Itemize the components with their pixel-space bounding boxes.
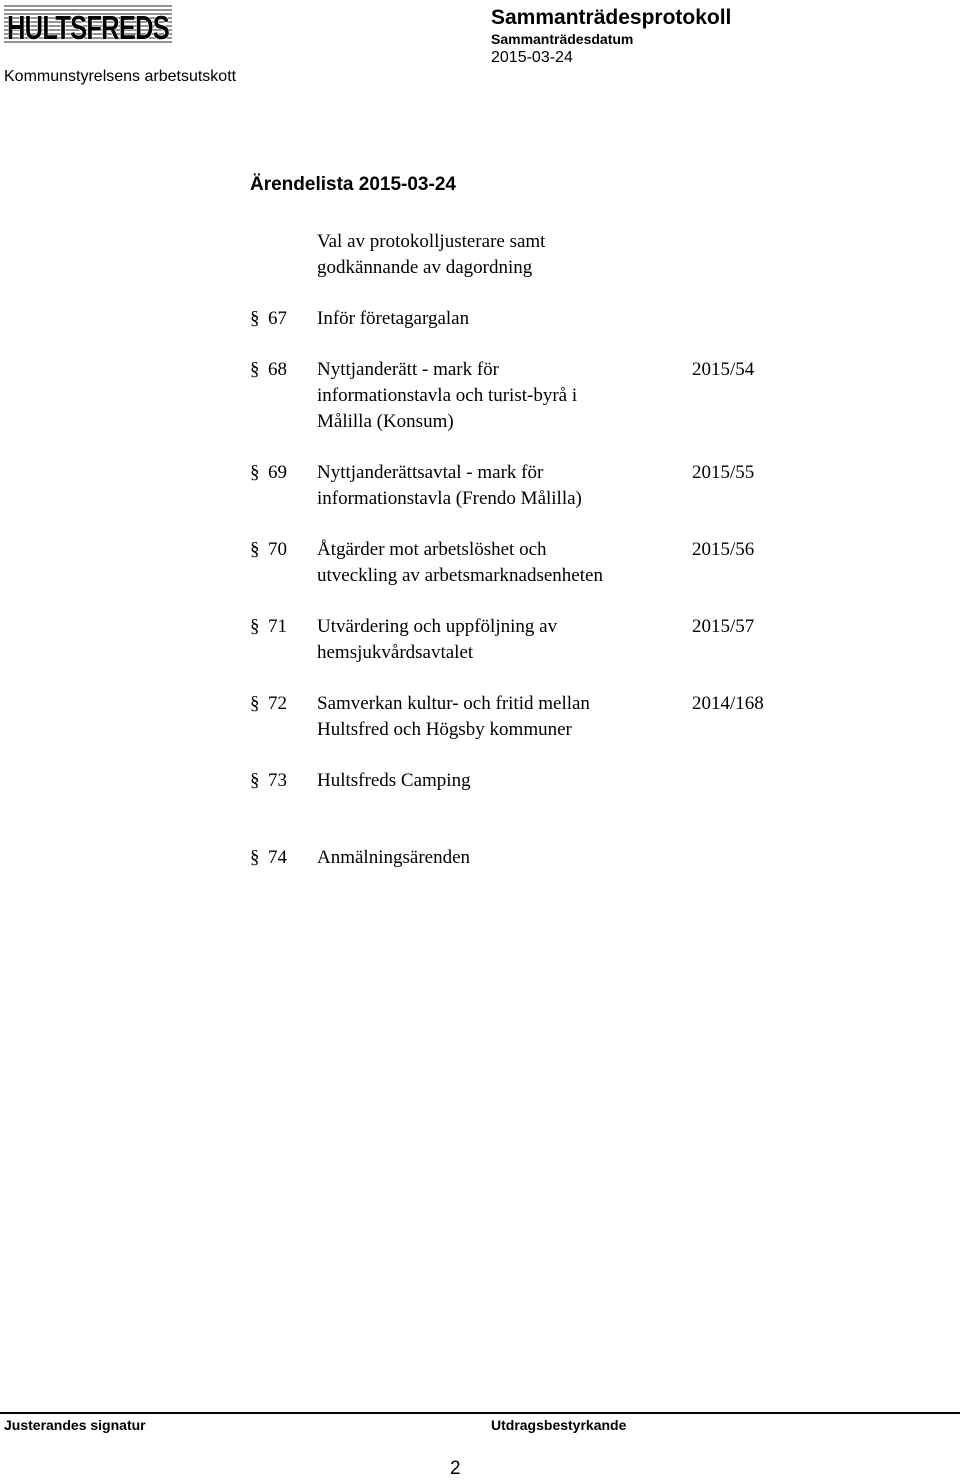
item-number: 74 (268, 847, 287, 868)
item-title: Samverkan kultur- och fritid mellan Hultsfred och Högsby kommuner (317, 693, 590, 740)
meeting-date-value: 2015-03-24 (491, 49, 573, 66)
section-sign: § (250, 770, 260, 791)
section-sign: § (250, 359, 260, 380)
signature-label: Justerandes signatur (4, 1417, 146, 1433)
item-title: Utvärdering och uppföljning av hemsjukvårdsavtalet (317, 616, 558, 663)
item-number: 69 (268, 462, 287, 483)
section-sign: § (250, 847, 260, 868)
item-number: 70 (268, 539, 287, 560)
committee-name: Kommunstyrelsens arbetsutskott (4, 68, 237, 85)
meeting-date-label: Sammanträdesdatum (491, 31, 634, 47)
section-sign: § (250, 308, 260, 329)
section-sign: § (250, 462, 260, 483)
section-sign: § (250, 693, 260, 714)
item-number: 71 (268, 616, 287, 637)
item-number: 73 (268, 770, 287, 791)
item-diary-number: 2014/168 (692, 693, 764, 714)
item-diary-number: 2015/54 (692, 359, 755, 380)
page-number: 2 (450, 1458, 461, 1479)
section-sign: § (250, 616, 260, 637)
item-title: Åtgärder mot arbetslöshet och utveckling av arbetsmarknadsenheten (317, 539, 603, 586)
item-number: 67 (268, 308, 287, 329)
item-title: Anmälningsärenden (317, 847, 471, 868)
item-diary-number: 2015/56 (692, 539, 755, 560)
document-title: Sammanträdesprotokoll (491, 6, 732, 29)
item-title: Nyttjanderättsavtal - mark för informationstavla (Frendo Målilla) (317, 462, 582, 509)
logo-wordmark: HULTSFREDS (7, 9, 169, 46)
item-number: 68 (268, 359, 287, 380)
item-number: 72 (268, 693, 287, 714)
item-title: Inför företagargalan (317, 308, 470, 329)
item-diary-number: 2015/57 (692, 616, 755, 637)
section-sign: § (250, 539, 260, 560)
item-title: Hultsfreds Camping (317, 770, 471, 791)
item-title: Val av protokolljusterare samt godkännande av dagordning (317, 231, 546, 278)
footer-divider (0, 1412, 960, 1414)
agenda-heading: Ärendelista 2015-03-24 (250, 174, 456, 195)
item-title: Nyttjanderätt - mark för informationstavla och turist-byrå i Målilla (Konsum) (317, 359, 578, 432)
item-diary-number: 2015/55 (692, 462, 755, 483)
municipality-logo (4, 2, 172, 46)
extract-certification-label: Utdragsbestyrkande (491, 1417, 627, 1433)
